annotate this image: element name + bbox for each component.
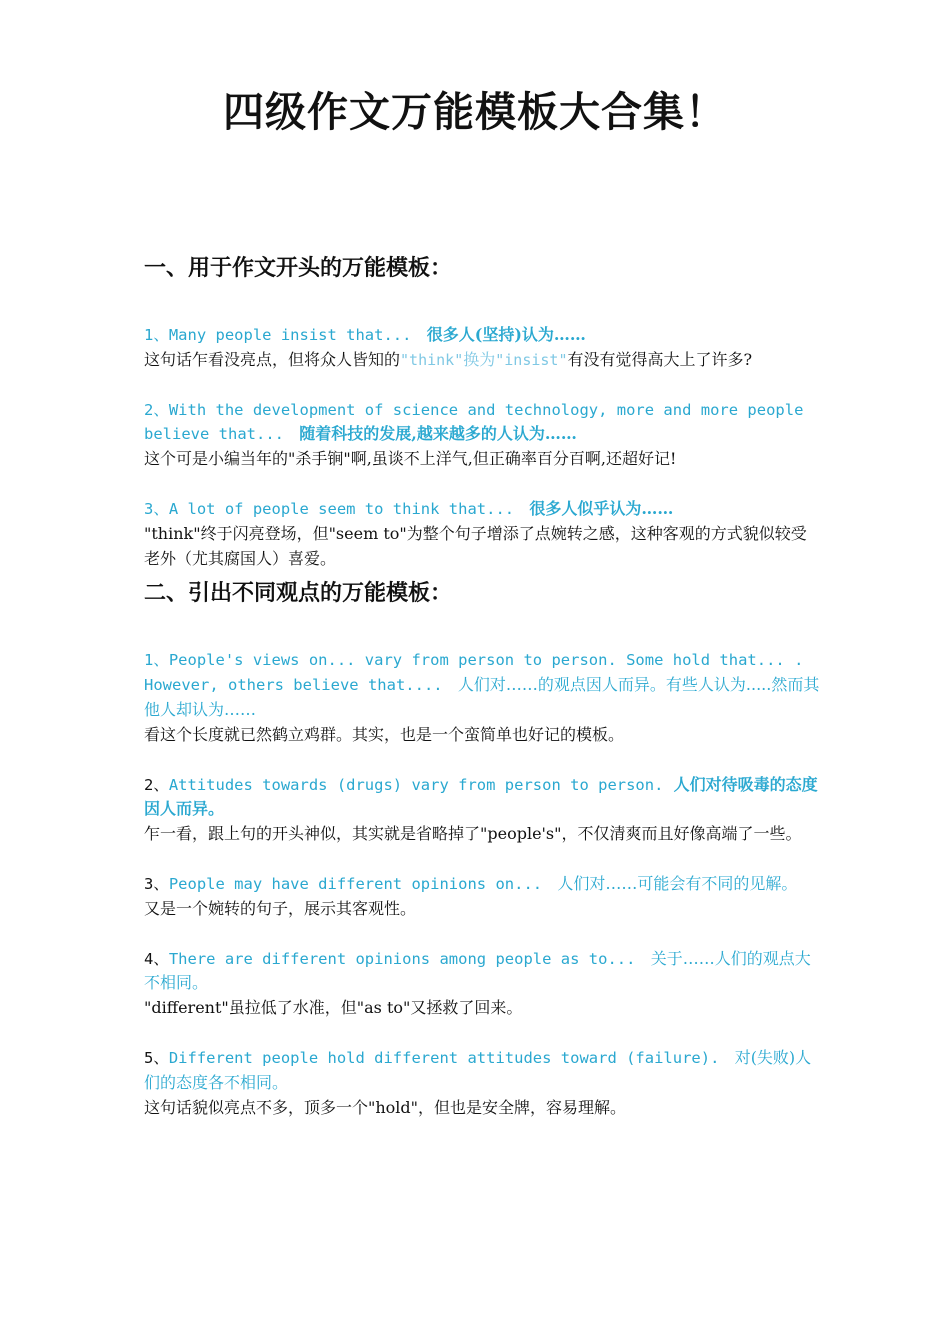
english-template: A lot of people seem to think that... — [168, 499, 515, 518]
item-comment: 这个可是小编当年的"杀手锏"啊,虽谈不上洋气,但正确率百分百啊,还超好记! — [144, 449, 677, 469]
chinese-translation: 人们对……的观点因人而异。有些人认为.....然而其他人却认为…… — [144, 675, 820, 719]
item-number: 1、 — [144, 326, 169, 344]
chinese-translation: 很多人似乎认为…… — [529, 498, 674, 518]
template-item — [144, 773, 820, 847]
english-template: With the development of science and technology, more and more people believe that... — [144, 400, 804, 444]
english-template: Many people insist that... — [168, 326, 412, 344]
section-heading-openings: 一、用于作文开头的万能模板： — [144, 255, 453, 281]
item-comment: 这句话貌似亮点不多，顶多一个"hold"，但也是安全牌，容易理解。 — [144, 1097, 627, 1117]
comment-text: 有没有觉得高大上了许多? — [567, 349, 753, 369]
comment-highlight: "think" — [400, 350, 464, 369]
english-template: There are different opinions among people as to... — [168, 949, 636, 968]
english-template: People's views on... vary from person to person. Some hold that... . However, others believe that.... — [144, 651, 804, 695]
comment-text: 这句话乍看没亮点，但将众人皆知的 — [144, 349, 401, 369]
item-comment: 又是一个婉转的句子，展示其客观性。 — [144, 898, 417, 918]
template-sentence — [144, 497, 820, 522]
item-number: 4、 — [144, 949, 169, 968]
english-template: Different people hold different attitudes toward (failure). — [168, 1048, 720, 1067]
chinese-translation: 人们对……可能会有不同的见解。 — [557, 873, 798, 893]
comment-highlight: 换为 — [463, 349, 496, 369]
english-template: People may have different opinions on... — [168, 874, 543, 893]
template-item — [144, 648, 820, 747]
template-item — [144, 323, 820, 373]
template-item — [144, 1046, 820, 1120]
template-sentence — [144, 398, 820, 448]
chinese-translation: 关于……人们的观点大不相同。 — [144, 948, 811, 993]
template-sentence — [144, 323, 820, 348]
item-comment: 乍一看，跟上句的开头神似，其实就是省略掉了"people's"，不仅清爽而且好像高端了一些。 — [144, 824, 802, 844]
template-item — [144, 497, 820, 571]
page-title: 四级作文万能模板大合集！ — [223, 88, 727, 136]
template-sentence — [144, 773, 820, 823]
template-item — [144, 947, 820, 1021]
chinese-translation: 随着科技的发展,越来越多的人认为…… — [299, 424, 577, 444]
chinese-translation: 很多人(坚持)认为…… — [426, 325, 586, 344]
item-number: 5、 — [144, 1048, 169, 1067]
template-sentence — [144, 648, 820, 722]
template-item — [144, 872, 820, 922]
item-number: 2、 — [144, 775, 169, 794]
section-heading-different-views: 二、引出不同观点的万能模板： — [144, 580, 453, 607]
item-comment: "think"终于闪亮登场，但"seem to"为整个句子增添了点婉转之感，这种客观的方式貌似较受老外（尤其腐国人）喜爱。 — [144, 523, 807, 568]
template-item — [144, 398, 820, 472]
template-sentence — [144, 872, 820, 897]
template-sentence — [144, 947, 820, 997]
document-body — [144, 250, 820, 1120]
item-number: 3、 — [144, 499, 169, 518]
chinese-translation: 人们对待吸毒的态度因人而异。 — [144, 774, 818, 819]
item-comment: "different"虽拉低了水准，但"as to"又拯救了回来。 — [144, 998, 523, 1018]
item-comment: 看这个长度就已然鹤立鸡群。其实，也是一个蛮简单也好记的模板。 — [144, 724, 625, 744]
english-template: Attitudes towards (drugs) vary from person to person. — [168, 775, 664, 794]
item-number: 3、 — [144, 874, 169, 893]
chinese-translation: 对(失败)人们的态度各不相同。 — [144, 1047, 812, 1092]
template-sentence — [144, 1046, 820, 1096]
item-number: 1、 — [144, 651, 169, 670]
item-number: 2、 — [144, 400, 169, 419]
comment-highlight: "insist" — [495, 350, 568, 369]
item-comment — [144, 348, 820, 373]
